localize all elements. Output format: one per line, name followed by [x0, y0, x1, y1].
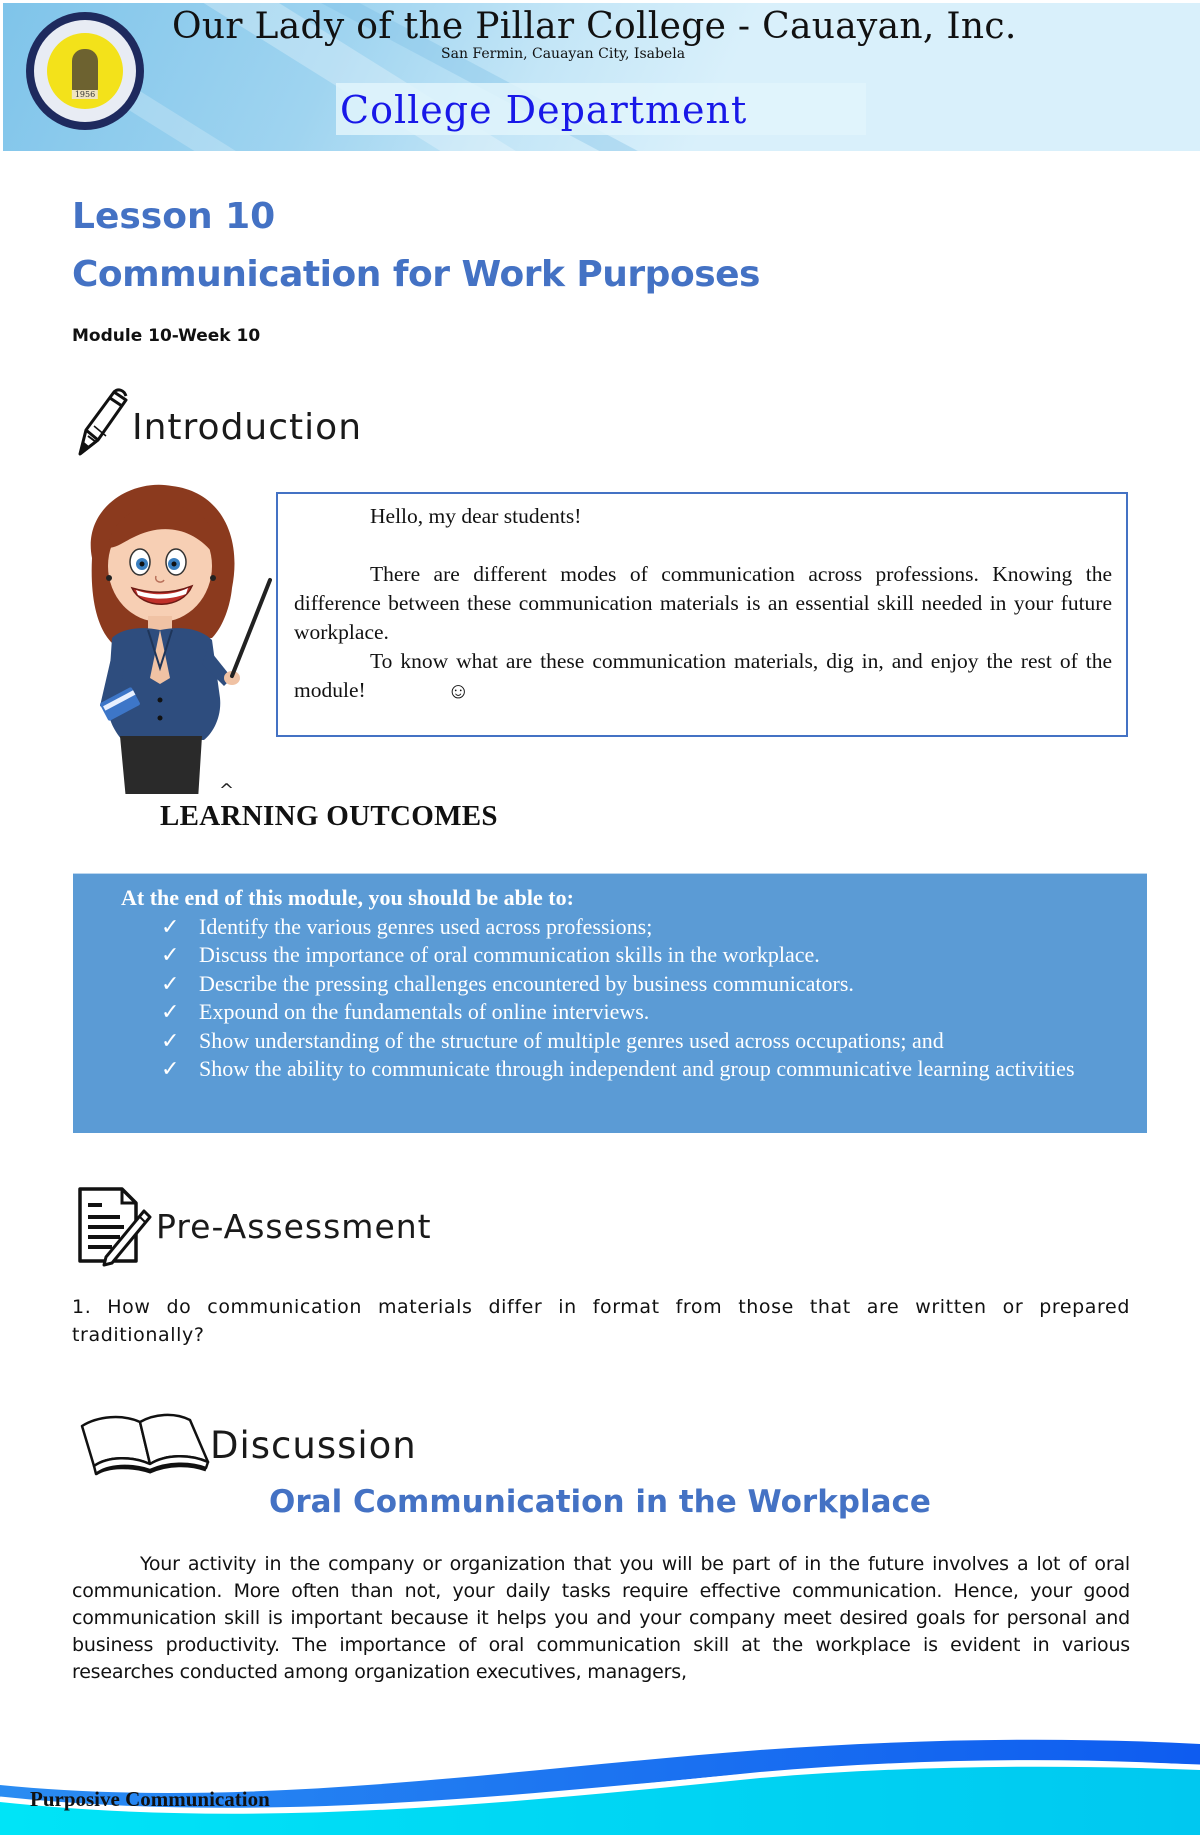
intro-paragraph-2-text: To know what are these communication materials, dig in, and enjoy the rest of the module!	[294, 649, 1112, 702]
outcome-text: Identify the various genres used across professions;	[199, 913, 653, 939]
outcome-item	[161, 941, 1133, 970]
discussion-title: Oral Communication in the Workplace	[269, 1484, 931, 1520]
footer-wave	[0, 1730, 1200, 1835]
outcome-item	[161, 1027, 1133, 1056]
outcomes-list	[121, 913, 1133, 1084]
learning-outcomes-box	[73, 873, 1147, 1133]
pre-assessment-question-1: 1. How do communication materials differ in format from those that are written or prepared traditionally?	[72, 1296, 1130, 1346]
module-week: Module 10-Week 10	[72, 326, 261, 346]
footer-course-name: Purposive Communication	[30, 1787, 270, 1811]
seal-core	[47, 33, 123, 109]
intro-paragraph-2	[294, 647, 1112, 705]
intro-message-box	[276, 492, 1128, 737]
outcome-text: Show understanding of the structure of multiple genres used across occupations; and	[199, 1027, 944, 1053]
intro-greeting: Hello, my dear students!	[370, 504, 582, 528]
college-address: San Fermin, Cauayan City, Isabela	[441, 46, 686, 62]
open-book-icon	[78, 1412, 210, 1478]
pre-assessment-heading	[76, 1185, 432, 1267]
outcome-item	[161, 998, 1133, 1027]
smiley-icon: ☺	[447, 678, 470, 703]
discussion-label: Discussion	[210, 1424, 417, 1467]
outcome-item	[161, 970, 1133, 999]
introduction-heading	[74, 386, 362, 458]
checkmark-icon: ✓	[161, 1027, 180, 1053]
department-title: College Department	[340, 88, 748, 132]
discussion-body: Your activity in the company or organization that you will be part of in the future involves a lot of oral communication. More often than not, your daily tasks require effective communication. Hence, your good communication skill is important because it helps you and your company meet desired goals for personal and business productivity. The importance of oral communication skill at the workplace is evident in various researches conducted among organization executives, managers,	[72, 1553, 1130, 1683]
seal-year: 1956	[72, 90, 98, 99]
checkmark-icon: ✓	[161, 1056, 180, 1081]
outcome-text: Show the ability to communicate through independent and group communicative learning activities	[199, 1056, 1075, 1081]
lesson-title: Communication for Work Purposes	[72, 254, 760, 295]
teacher-illustration	[72, 478, 272, 794]
discussion-heading	[78, 1412, 417, 1478]
worksheet-pencil-icon	[76, 1185, 152, 1267]
outcome-text: Expound on the fundamentals of online interviews.	[199, 999, 650, 1024]
checkmark-icon: ✓	[161, 942, 180, 967]
introduction-label: Introduction	[132, 407, 363, 448]
checkmark-icon: ✓	[161, 913, 180, 939]
pencil-icon	[74, 386, 130, 458]
pre-assessment-label: Pre-Assessment	[156, 1207, 432, 1246]
college-seal-logo	[26, 12, 144, 130]
learning-outcomes-heading: LEARNING OUTCOMES	[160, 800, 498, 832]
lesson-number: Lesson 10	[72, 196, 276, 237]
college-name: Our Lady of the Pillar College - Cauayan, Inc.	[172, 6, 1017, 47]
checkmark-icon: ✓	[161, 999, 180, 1024]
outcome-item	[161, 1055, 1133, 1084]
outcome-item	[161, 913, 1133, 942]
seal-ring	[34, 20, 136, 122]
outcomes-intro: At the end of this module, you should be able to:	[121, 885, 574, 910]
decorative-caret: ^	[219, 780, 235, 801]
outcome-text: Discuss the importance of oral communication skills in the workplace.	[199, 942, 820, 967]
outcome-text: Describe the pressing challenges encountered by business communicators.	[199, 970, 854, 996]
madonna-figure-icon	[72, 49, 98, 93]
intro-paragraph-1: There are different modes of communication across professions. Knowing the difference between these communication materials is an essential skill needed in your future workplace.	[294, 562, 1112, 644]
checkmark-icon: ✓	[161, 970, 180, 996]
